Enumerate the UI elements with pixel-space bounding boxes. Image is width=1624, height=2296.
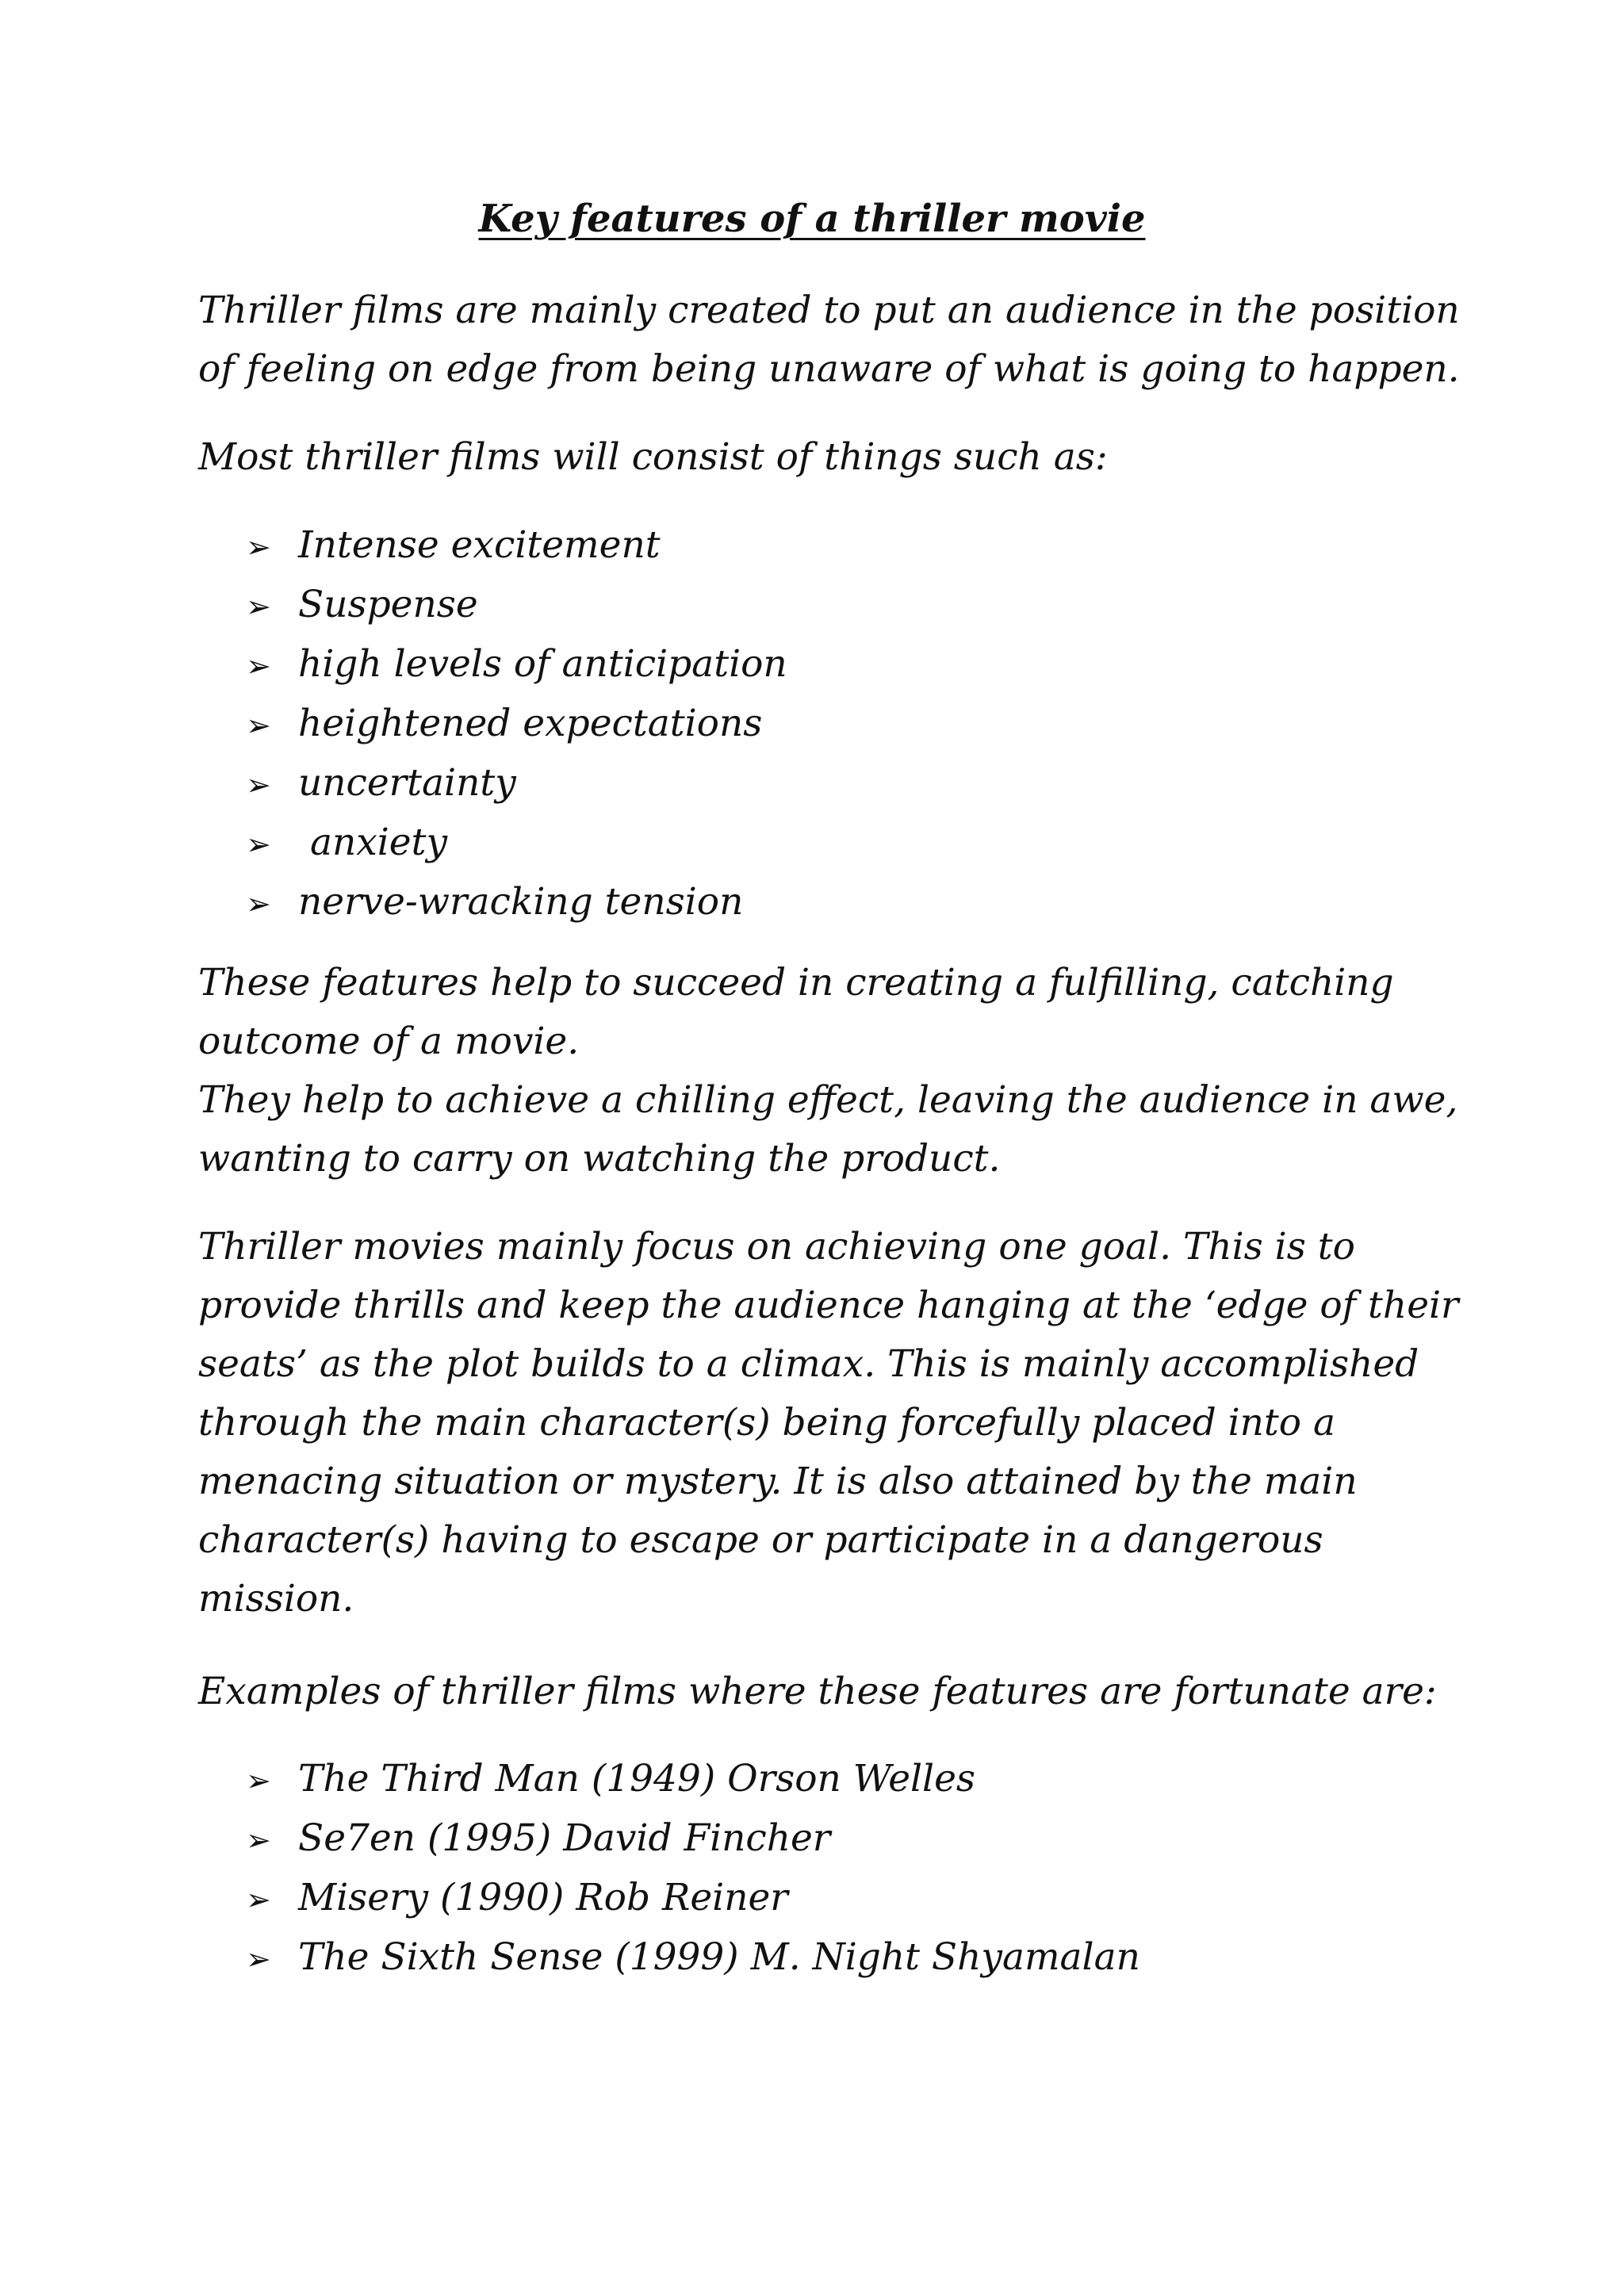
arrow-bullet-icon: ➢: [246, 708, 271, 743]
paragraph-line: They help to achieve a chilling effect, leaving the audience in awe,: [198, 1078, 1458, 1122]
example-text: The Sixth Sense (1999) M. Night Shyamalan: [298, 1935, 1140, 1979]
document-title: Key features of a thriller movie: [478, 197, 1146, 241]
example-text: The Third Man (1949) Orson Welles: [298, 1757, 976, 1800]
list-item: [246, 813, 787, 872]
arrow-bullet-icon: ➢: [246, 1882, 271, 1917]
feature-text: anxiety: [298, 821, 448, 864]
list-item: [246, 753, 787, 813]
list-item: [246, 872, 787, 932]
examples-list: [246, 1749, 1140, 1987]
paragraph-line: wanting to carry on watching the product.: [198, 1137, 1001, 1181]
feature-text: high levels of anticipation: [298, 642, 787, 686]
list-item: [246, 1808, 1140, 1868]
paragraph-line: outcome of a movie.: [198, 1020, 580, 1063]
arrow-bullet-icon: ➢: [246, 1823, 271, 1858]
examples-lead: Examples of thriller films where these features are fortunate are:: [198, 1670, 1437, 1713]
list-item: [246, 1927, 1140, 1987]
feature-text: heightened expectations: [298, 702, 763, 745]
paragraph-line: through the main character(s) being forcefully placed into a: [198, 1401, 1336, 1445]
arrow-bullet-icon: ➢: [246, 827, 271, 862]
intro-line: Thriller films are mainly created to put an audience in the position: [198, 289, 1460, 332]
paragraph-line: menacing situation or mystery. It is also attained by the main: [198, 1460, 1358, 1503]
arrow-bullet-icon: ➢: [246, 1763, 271, 1798]
features-help-paragraph: [198, 954, 1467, 1188]
arrow-bullet-icon: ➢: [246, 649, 271, 683]
consist-lead: Most thriller films will consist of things such as:: [198, 435, 1108, 479]
list-item: [246, 575, 787, 634]
arrow-bullet-icon: ➢: [246, 767, 271, 802]
paragraph-line: These features help to succeed in creating a fulfilling, catching: [198, 961, 1394, 1004]
paragraph-line: mission.: [198, 1577, 354, 1621]
feature-text: Intense excitement: [298, 523, 661, 567]
paragraph-line: character(s) having to escape or participate in a dangerous: [198, 1518, 1323, 1562]
arrow-bullet-icon: ➢: [246, 589, 271, 624]
arrow-bullet-icon: ➢: [246, 530, 271, 564]
intro-line: of feeling on edge from being unaware of what is going to happen.: [198, 347, 1460, 391]
features-list: [246, 515, 787, 932]
paragraph-line: Thriller movies mainly focus on achieving one goal. This is to: [198, 1225, 1355, 1269]
feature-text: nerve-wracking tension: [298, 880, 744, 924]
paragraph-line: provide thrills and keep the audience hanging at the ‘edge of their: [198, 1284, 1459, 1327]
example-text: Misery (1990) Rob Reiner: [298, 1876, 788, 1919]
feature-text: uncertainty: [298, 761, 516, 805]
goal-paragraph: [198, 1218, 1467, 1628]
intro-paragraph: [198, 281, 1467, 399]
list-item: [246, 634, 787, 694]
arrow-bullet-icon: ➢: [246, 1942, 271, 1976]
list-item: [246, 1749, 1140, 1808]
example-text: Se7en (1995) David Fincher: [298, 1816, 831, 1860]
arrow-bullet-icon: ➢: [246, 886, 271, 921]
paragraph-line: seats’ as the plot builds to a climax. This is mainly accomplished: [198, 1342, 1419, 1386]
list-item: [246, 694, 787, 753]
list-item: [246, 1868, 1140, 1927]
feature-text: Suspense: [298, 583, 478, 626]
list-item: [246, 515, 787, 575]
